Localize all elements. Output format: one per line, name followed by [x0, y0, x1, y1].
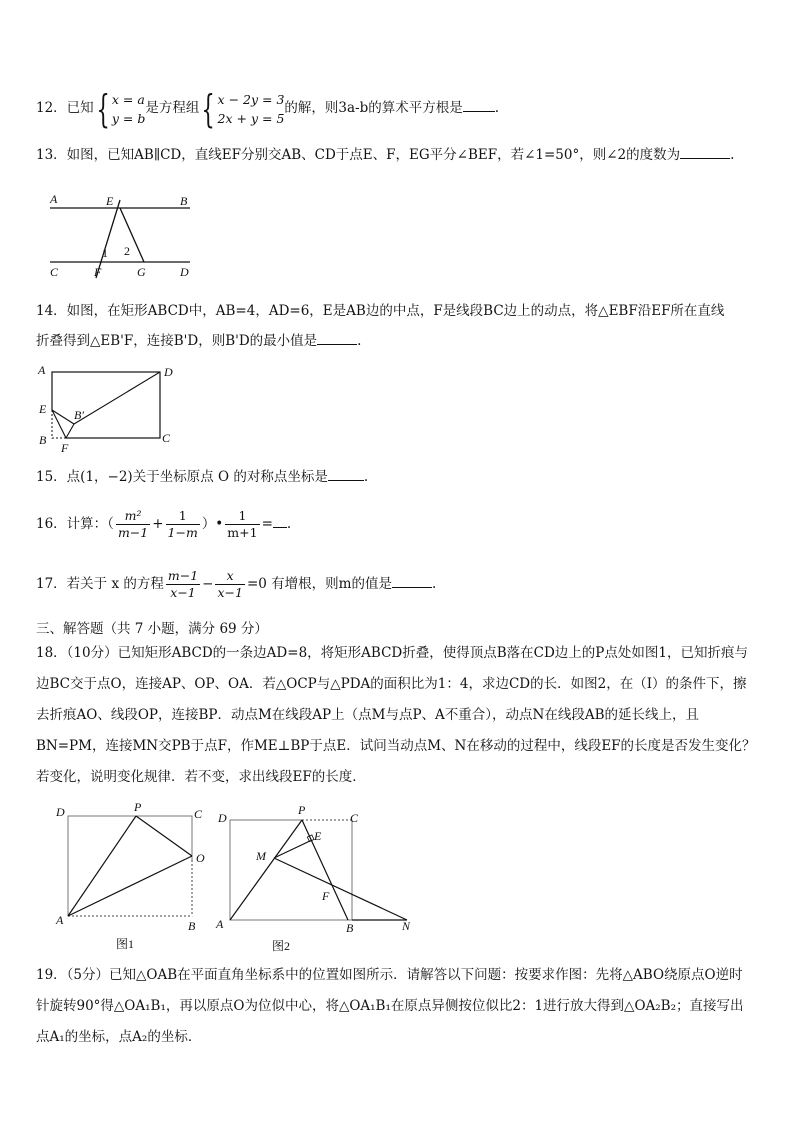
- label-D: D: [164, 365, 173, 379]
- answer-blank[interactable]: [317, 332, 357, 345]
- answer-blank[interactable]: [273, 515, 287, 528]
- label-B: B: [188, 919, 196, 933]
- label-C: C: [350, 811, 359, 825]
- fraction-denominator: m−1: [117, 525, 149, 540]
- q18-figure-1: [48, 800, 218, 954]
- q13-figure: [40, 188, 200, 284]
- minus-sign: −: [202, 576, 214, 592]
- question-18: 18．（10分）已知矩形ABCD的一条边AD=8，将矩形ABCD折叠，使得顶点B落在CD边上的P点处如图1，已知折痕与边BC交于点O，连接AP、OP、OA．若△OCP与△PDA的面积比为1：4，求边CD的长．如图2，在（Ⅰ）的条件下，擦去折痕AO、线段OP，连接BP．动点M在线段AP上（点M与点P、A不重合），动点N在线段AB的延长线上，且BN=PM，连接MN交PB于点F，作ME⊥BP于点E．试问当动点M、N在移动的过程中，线段EF的长度是否发生变化？若变化，说明变化规律．若不变，求出线段EF的长度．: [36, 645, 756, 785]
- label-C: C: [162, 431, 171, 445]
- fraction: [225, 508, 259, 541]
- fraction-denominator: x−1: [170, 585, 196, 600]
- label-F: F: [94, 265, 102, 279]
- fraction: [166, 508, 200, 541]
- figure-1-caption: 图1: [116, 937, 135, 951]
- answer-blank[interactable]: [680, 146, 730, 159]
- question-19: 19．（5分）已知△OAB在平面直角坐标系中的位置如图所示．请解答以下问题：按要求作图：先将△ABO绕原点O逆时针旋转90°得△OA₁B₁，再以原点O为位似中心，将△OA₁B₁在原点异侧按位似比2：1进行放大得到△OA₂B₂；直接写出点A₁的坐标，点A₂的坐标．: [36, 967, 744, 1045]
- equals-sign: =: [261, 516, 273, 532]
- label-E: E: [39, 402, 47, 416]
- label-C: C: [50, 265, 59, 279]
- label-C: C: [194, 807, 203, 821]
- q13-text: 13．如图，已知AB∥CD，直线EF分别交AB、CD于点E、F，EG平分∠BEF，若∠1=50°，则∠2的度数为: [36, 147, 681, 163]
- label-A: A: [216, 917, 224, 931]
- label-A: A: [38, 363, 46, 377]
- label-B: B: [39, 433, 47, 447]
- label-B: B: [346, 921, 354, 935]
- label-A: A: [50, 192, 58, 206]
- q17-end: .: [431, 576, 437, 592]
- q17-prefix: 17．若关于 x 的方程: [36, 576, 164, 592]
- q12-system-2: [218, 90, 285, 128]
- fraction: [166, 568, 200, 601]
- label-B-prime: B′: [74, 408, 84, 422]
- q15-end: .: [363, 469, 369, 485]
- left-brace: {: [201, 86, 216, 131]
- question-17: [36, 564, 436, 604]
- q14-figure: [36, 362, 186, 456]
- q12-end: .: [494, 100, 500, 116]
- fraction-denominator: 1−m: [167, 525, 198, 540]
- label-P: P: [298, 803, 306, 817]
- q16-close: ）•: [201, 516, 224, 532]
- fraction-numerator: 1: [166, 508, 200, 525]
- q12-sys2-bottom: 2x + y = 5: [217, 110, 285, 126]
- answer-blank[interactable]: [392, 575, 432, 588]
- label-E: E: [314, 829, 322, 843]
- q12-system-1: [112, 90, 145, 128]
- q12-mid: 是方程组: [145, 100, 200, 116]
- question-12: [36, 86, 500, 131]
- q15-text: 15．点(1，−2)关于坐标原点 O 的对称点坐标是: [36, 469, 328, 485]
- fraction-denominator: m+1: [227, 525, 258, 540]
- fraction-numerator: m−1: [167, 568, 199, 583]
- angle-1-label: 1: [102, 246, 108, 260]
- q16-prefix: 16．计算：（: [36, 516, 114, 532]
- section-heading: 三、解答题（共 7 小题，满分 69 分）: [36, 621, 268, 637]
- q14-end: .: [357, 333, 362, 349]
- label-F: F: [61, 441, 69, 455]
- fraction-numerator: x: [215, 568, 244, 585]
- label-D: D: [56, 805, 65, 819]
- fraction-numerator: m²: [116, 508, 150, 525]
- question-14-line1: [36, 302, 724, 320]
- label-B: B: [180, 194, 188, 208]
- label-D: D: [180, 265, 189, 279]
- label-P: P: [134, 800, 142, 814]
- question-15: [36, 468, 368, 486]
- q14-line2: 折叠得到△EB'F，连接B'D，则B'D的最小值是: [36, 333, 318, 349]
- question-16: [36, 504, 291, 544]
- q12-sys2-top: x − 2y = 3: [217, 91, 285, 107]
- question-14-line2: [36, 332, 361, 350]
- q14-line1: 14．如图，在矩形ABCD中，AB=4，AD=6，E是AB边的中点，F是线段BC边上的动点，将△EBF沿EF所在直线: [36, 303, 725, 319]
- plus-sign: +: [152, 516, 164, 532]
- fraction-denominator: x−1: [217, 585, 243, 600]
- answer-blank[interactable]: [463, 99, 495, 112]
- q13-end: .: [730, 147, 735, 163]
- q12-suffix: 的解，则3a-b的算术平方根是: [284, 100, 463, 116]
- question-13: [36, 146, 734, 164]
- label-M: M: [256, 849, 266, 863]
- q12-sys1-bottom: y = b: [111, 110, 146, 126]
- q12-sys1-top: x = a: [111, 91, 145, 107]
- fraction: [116, 508, 150, 541]
- label-O: O: [196, 851, 205, 865]
- answer-blank[interactable]: [328, 468, 364, 481]
- label-F: F: [322, 889, 330, 903]
- label-G: G: [137, 265, 146, 279]
- label-E: E: [106, 194, 114, 208]
- label-D: D: [218, 811, 227, 825]
- q12-prefix: 12．已知: [36, 100, 94, 116]
- fraction-numerator: 1: [225, 508, 259, 525]
- label-N: N: [402, 919, 411, 933]
- figure-2-caption: 图2: [272, 939, 291, 953]
- angle-2-label: 2: [124, 244, 130, 258]
- q18-figure-2: [212, 800, 424, 956]
- label-A: A: [56, 913, 64, 927]
- q16-end: .: [286, 516, 292, 532]
- q17-suffix: =0 有增根，则m的值是: [246, 576, 392, 592]
- left-brace: {: [96, 86, 110, 131]
- fraction: [215, 568, 244, 601]
